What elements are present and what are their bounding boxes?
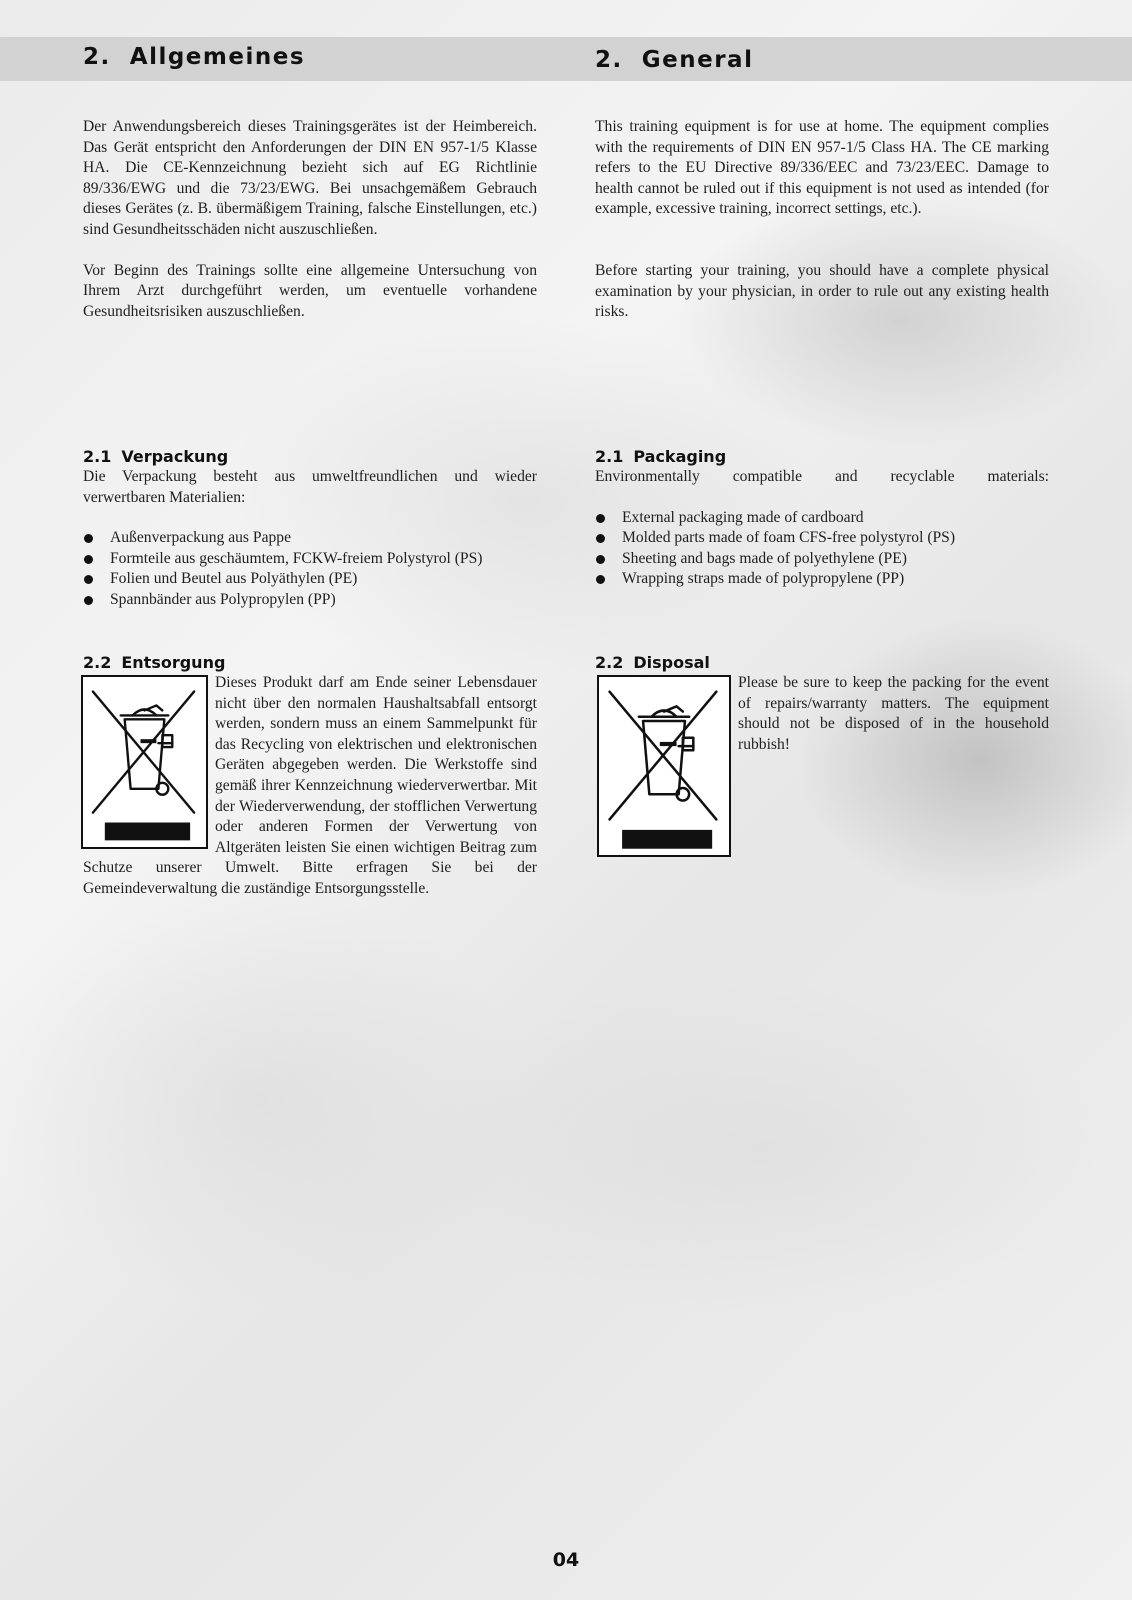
list-item: Formteile aus geschäumtem, FCKW-freiem Polystyrol (PS) — [83, 549, 537, 570]
section-heading-disposal-en: 2.2 Disposal — [595, 653, 710, 672]
list-item: Folien und Beutel aus Polyäthylen (PE) — [83, 569, 537, 590]
list-item: Wrapping straps made of polypropylene (PP) — [595, 569, 1049, 590]
list-item: Spannbänder aus Polypropylen (PP) — [83, 590, 537, 611]
intro-en — [595, 117, 1049, 323]
list-item: Molded parts made of foam CFS-free polystyrol (PS) — [595, 528, 1049, 549]
intro-paragraph-2-en: Before starting your training, you should have a complete physical examination by your physician, in order to rule out any existing health risks. — [595, 261, 1049, 321]
page-number: 04 — [552, 1549, 580, 1571]
disposal-text-de: Dieses Produkt darf am Ende seiner Lebensdauer nicht über den normalen Haushaltsabfall entsorgt werden, sondern muss an einem Sammelpunkt für das Recycling von elektrischen und elektronischen Geräten abgegeben werden. Die Werkstoffe sind gemäß ihrer Kennzeichnung wiederverwertbar. Mit der Wiederverwendung, der stofflichen Verwertung oder anderen Formen der Verwertung von Altgeräten leisten Sie einen wichtigen Beitrag zum Schutze unserer Umwelt. Bitte erfragen Sie bei der Gemeindeverwaltung die zuständige Entsorgungsstelle. — [83, 674, 537, 897]
section-heading-packaging-en: 2.1 Packaging — [595, 447, 727, 466]
packaging-text-de: Die Verpackung besteht aus umweltfreundlichen und wieder verwertbaren Materialien: — [83, 468, 537, 506]
list-item: External packaging made of cardboard — [595, 508, 1049, 529]
intro-de — [83, 117, 537, 322]
intro-paragraph-1-en: This training equipment is for use at home. The equipment complies with the requirements of DIN EN 957-1/5 Class HA. The CE marking refers to the EU Directive 89/336/EEC and 73/23/EEC. Damage to health cannot be ruled out if this equipment is not used as intended (for example, excessive training, incorrect settings, etc.). — [595, 118, 1049, 218]
section-disposal-de — [83, 653, 537, 900]
section-packaging-de — [83, 447, 537, 611]
intro-paragraph-2-de: Vor Beginn des Trainings sollte eine allgemeine Untersuchung von Ihrem Arzt durchgeführt werden, um eventuelle vorhandene Gesundheitsrisiken auszuschließen. — [83, 261, 537, 320]
packaging-list-de — [83, 528, 537, 610]
page-title-de: 2. Allgemeines — [83, 44, 306, 70]
list-item: Außenverpackung aus Pappe — [83, 528, 537, 549]
packaging-list-en — [595, 508, 1049, 590]
section-packaging-en — [595, 447, 1049, 590]
weee-bin-icon — [597, 675, 731, 857]
page-title-en: 2. General — [595, 47, 754, 73]
intro-paragraph-1-de: Der Anwendungsbereich dieses Trainingsgerätes ist der Heimbereich. Das Gerät entspricht den Anforderungen der DIN EN 957-1/5 Klasse HA. Die CE-Kennzeichnung bezieht sich auf EG Richtlinie 89/336/EWG und die 73/23/EWG. Bei unsachgemäßem Gebrauch dieses Gerätes (z. B. übermäßigem Training, falsche Einstellungen, etc.) sind Gesundheitsschäden nicht auszuschließen. — [83, 118, 537, 238]
section-heading-disposal-de: 2.2 Entsorgung — [83, 653, 226, 672]
section-disposal-en — [595, 653, 1049, 859]
packaging-text-en: Environmentally compatible and recyclable materials: — [595, 468, 1049, 485]
weee-bin-icon — [81, 675, 208, 849]
disposal-text-en: Please be sure to keep the packing for the event of repairs/warranty matters. The equipment should not be disposed of in the household rubbish! — [738, 674, 1049, 753]
list-item: Sheeting and bags made of polyethylene (PE) — [595, 549, 1049, 570]
section-heading-packaging-de: 2.1 Verpackung — [83, 447, 229, 466]
